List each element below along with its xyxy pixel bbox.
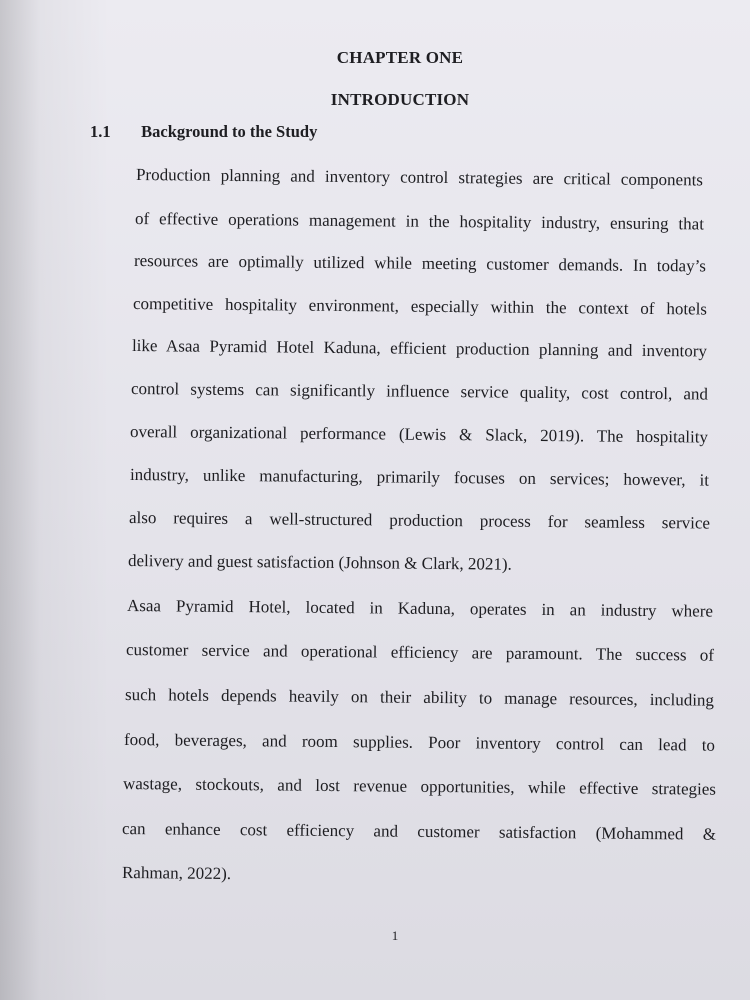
body-line: can enhance cost efficiency and customer satisfaction (Mohammed &	[121, 819, 717, 844]
body-line: such hotels depends heavily on their ability to manage resources, including	[124, 685, 715, 710]
body-line: delivery and guest satisfaction (Johnson & Clark, 2021).	[127, 551, 512, 574]
body-line: wastage, stockouts, and lost revenue opportunities, while effective strategies	[122, 774, 717, 799]
body-line: overall organizational performance (Lewis & Slack, 2019). The hospitality	[129, 422, 709, 447]
body-line: Asaa Pyramid Hotel, located in Kaduna, operates in an industry where	[126, 596, 714, 621]
body-line: resources are optimally utilized while meeting customer demands. In today’s	[133, 251, 707, 276]
page-title: INTRODUCTION	[330, 90, 470, 109]
body-line: of effective operations management in the hospitality industry, ensuring that	[134, 209, 705, 234]
body-line: Production planning and inventory control strategies are critical components	[135, 165, 704, 190]
body-line: like Asaa Pyramid Hotel Kaduna, efficient production planning and inventory	[131, 336, 708, 361]
chapter-title: CHAPTER ONE	[336, 48, 464, 67]
section-heading-text: Background to the Study	[141, 122, 318, 141]
body-line: customer service and operational efficiency are paramount. The success of	[125, 640, 715, 665]
body-line: food, beverages, and room supplies. Poor inventory control can lead to	[123, 730, 716, 755]
body-line: Rahman, 2022).	[121, 863, 232, 884]
body-line: competitive hospitality environment, especially within the context of hotels	[132, 294, 708, 319]
page-number: 1	[391, 928, 399, 943]
section-heading	[90, 122, 317, 142]
body-line: industry, unlike manufacturing, primarily focuses on services; however, it	[129, 465, 710, 490]
section-number: 1.1	[90, 122, 111, 141]
body-line: control systems can significantly influence service quality, cost control, and	[130, 379, 709, 404]
body-line: also requires a well-structured production process for seamless service	[128, 508, 711, 533]
